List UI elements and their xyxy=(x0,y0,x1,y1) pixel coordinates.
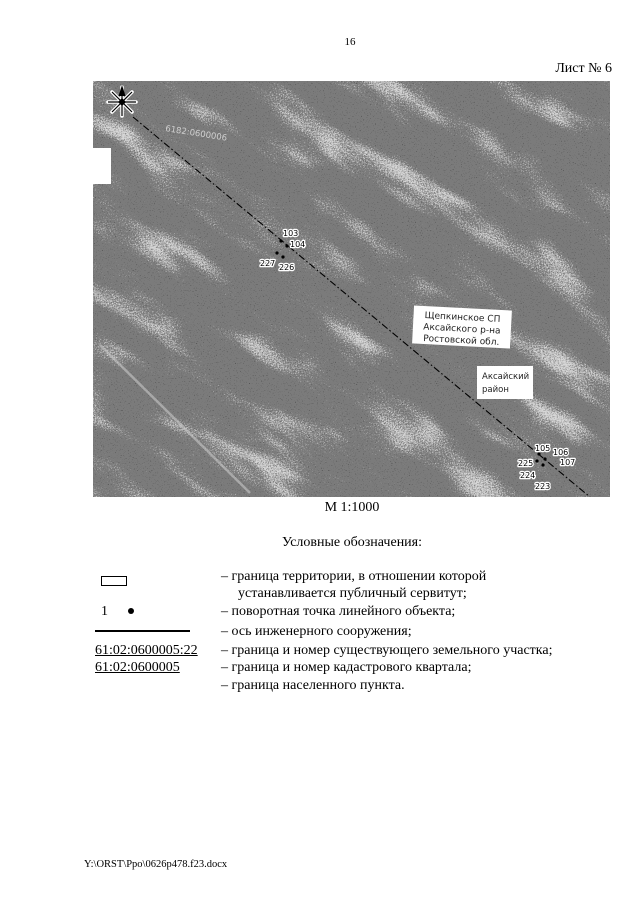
turning-point xyxy=(279,239,282,242)
point-label: 223 xyxy=(535,482,551,491)
district-label-line: район xyxy=(482,385,509,395)
cadastral-quarter-label: 6182:0600006 xyxy=(164,124,228,144)
legend-text-structure-axis: – ось инженерного сооружения; xyxy=(221,624,412,639)
point-label: 106 xyxy=(553,448,569,457)
point-label: 104 xyxy=(290,240,306,249)
legend-title: Условные обозначения: xyxy=(281,535,423,550)
legend-text-settlement-boundary: – граница населенного пункта. xyxy=(221,678,405,693)
legend-text-servitude-boundary-cont: устанавливается публичный сервитут; xyxy=(238,586,467,601)
map-scale: М 1:1000 xyxy=(324,500,380,515)
legend-text-land-parcel: – граница и номер существующего земельного участка; xyxy=(221,643,553,658)
terrain-grain xyxy=(93,81,610,497)
point-label: 105 xyxy=(535,444,551,453)
legend-point-dot-icon xyxy=(128,608,134,614)
point-label: 225 xyxy=(518,459,534,468)
settlement-label-line: Щепкинское СП xyxy=(424,311,501,325)
legend-text-servitude-boundary: – граница территории, в отношении которой xyxy=(221,569,487,584)
legend-text-turning-point: – поворотная точка линейного объекта; xyxy=(221,604,456,619)
turning-point xyxy=(543,457,546,460)
legend-quarter-number: 61:02:0600005 xyxy=(95,660,180,675)
legend-parcel-number: 61:02:0600005:22 xyxy=(95,643,198,658)
map-blank-area xyxy=(93,148,111,184)
cadastral-map xyxy=(93,81,610,497)
legend-text-cadastral-quarter: – граница и номер кадастрового квартала; xyxy=(221,660,472,675)
turning-point xyxy=(541,463,544,466)
legend-line-symbol xyxy=(95,630,190,632)
turning-point xyxy=(275,251,278,254)
page-number: 16 xyxy=(344,36,356,48)
legend-rectangle-symbol xyxy=(101,576,127,586)
settlement-label-line: Ростовской обл. xyxy=(422,333,500,348)
district-label-line: Аксайский xyxy=(482,372,530,382)
sheet-number: Лист № 6 xyxy=(555,61,612,76)
point-label: 107 xyxy=(560,458,576,467)
district-label-box xyxy=(477,366,533,399)
settlement-label-line: Аксайского р-на xyxy=(423,322,501,337)
point-label: 103 xyxy=(283,229,299,238)
turning-point xyxy=(535,459,538,462)
file-path-footer: Y:\ORST\Ppo\0626p478.f23.docx xyxy=(84,859,228,870)
point-label: 227 xyxy=(260,259,276,268)
turning-point xyxy=(285,244,288,247)
point-label: 226 xyxy=(279,263,295,272)
point-label: 224 xyxy=(520,471,536,480)
legend-point-number: 1 xyxy=(101,604,108,619)
turning-point xyxy=(281,255,284,258)
settlement-label-box xyxy=(412,305,512,348)
